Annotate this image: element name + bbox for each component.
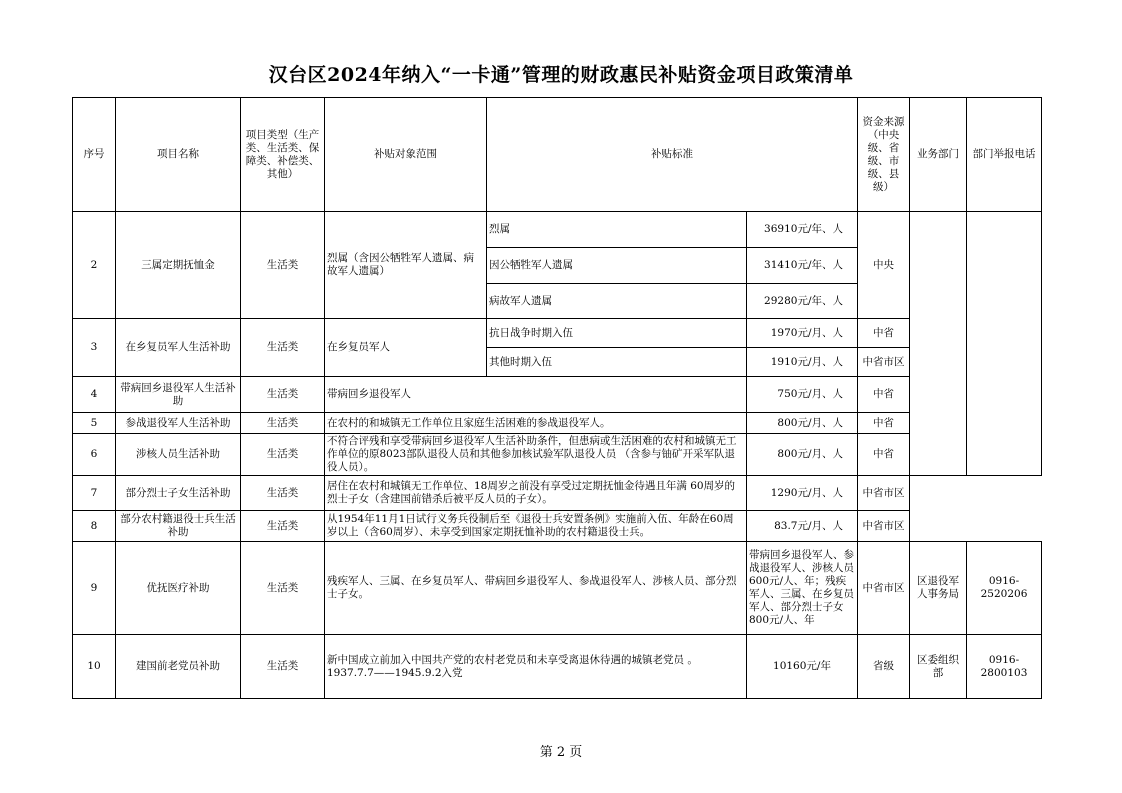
seq-cell: 10 xyxy=(73,635,116,699)
scope-cell: 不符合评残和享受带病回乡退役军人生活补助条件，但患病或生活困难的农村和城镇无工作单位的原8023部队退役人员和其他参加核试验军队退役人员 （含参与铀矿开采军队退役人员）。 xyxy=(325,434,747,476)
sub-label-cell: 烈属 xyxy=(487,212,747,248)
amount-cell: 750元/月、人 xyxy=(747,377,858,413)
fund-cell: 省级 xyxy=(858,635,910,699)
seq-cell: 5 xyxy=(73,413,116,434)
sub-label-cell: 其他时期入伍 xyxy=(487,348,747,377)
sub-label-cell: 抗日战争时期入伍 xyxy=(487,319,747,348)
table-row xyxy=(73,413,1042,434)
dept-cell-merged xyxy=(910,212,967,476)
header-scope: 补贴对象范围 xyxy=(325,98,487,212)
scope-cell: 残疾军人、三属、在乡复员军人、带病回乡退役军人、参战退役军人、涉核人员、部分烈士子女。 xyxy=(325,542,747,635)
table-row xyxy=(73,434,1042,476)
amount-cell: 36910元/年、人 xyxy=(747,212,858,248)
header-type: 项目类型（生产类、生活类、保障类、补偿类、其他） xyxy=(241,98,325,212)
seq-cell: 3 xyxy=(73,319,116,377)
page-title: 汉台区2024年纳入“一卡通”管理的财政惠民补贴资金项目政策清单 xyxy=(268,64,854,86)
fund-cell: 中省市区 xyxy=(858,476,910,511)
table-row xyxy=(73,476,1042,511)
name-cell: 涉核人员生活补助 xyxy=(116,434,241,476)
type-cell: 生活类 xyxy=(241,319,325,377)
amount-cell: 带病回乡退役军人、参战退役军人、涉核人员600元/人、年；残疾军人、三属、在乡复员军人、部分烈士子女800元/人、年 xyxy=(747,542,858,635)
seq-cell: 2 xyxy=(73,212,116,319)
header-row xyxy=(73,98,1042,212)
scope-cell: 在乡复员军人 xyxy=(325,319,487,377)
amount-cell: 83.7元/月、人 xyxy=(747,511,858,542)
header-phone: 部门举报电话 xyxy=(967,98,1042,212)
scope-cell: 居住在农村和城镇无工作单位、18周岁之前没有享受过定期抚恤金待遇且年满 60周岁的烈士子女（含建国前错杀后被平反人员的子女）。 xyxy=(325,476,747,511)
name-cell: 在乡复员军人生活补助 xyxy=(116,319,241,377)
scope-cell: 带病回乡退役军人 xyxy=(325,377,747,413)
name-cell: 带病回乡退役军人生活补助 xyxy=(116,377,241,413)
name-cell: 部分烈士子女生活补助 xyxy=(116,476,241,511)
amount-cell: 1290元/月、人 xyxy=(747,476,858,511)
phone-cell-merged xyxy=(967,212,1042,476)
table-row xyxy=(73,319,1042,348)
dept-cell: 区退役军人事务局 xyxy=(910,542,967,635)
table-row xyxy=(73,635,1042,699)
table-row xyxy=(73,511,1042,542)
scope-text: 新中国成立前加入中国共产党的农村老党员和未享受离退休待遇的城镇老党员 。 xyxy=(327,653,698,666)
seq-cell: 8 xyxy=(73,511,116,542)
header-seq: 序号 xyxy=(73,98,116,212)
name-cell: 建国前老党员补助 xyxy=(116,635,241,699)
amount-cell: 29280元/年、人 xyxy=(747,284,858,319)
seq-cell: 6 xyxy=(73,434,116,476)
header-name: 项目名称 xyxy=(116,98,241,212)
scope-cell: 在农村的和城镇无工作单位且家庭生活困难的参战退役军人。 xyxy=(325,413,747,434)
amount-cell: 31410元/年、人 xyxy=(747,248,858,284)
sub-label-cell: 病故军人遗属 xyxy=(487,284,747,319)
amount-cell: 1910元/月、人 xyxy=(747,348,858,377)
table-row xyxy=(73,377,1042,413)
type-cell: 生活类 xyxy=(241,434,325,476)
scope-cell: 从1954年11月1日试行义务兵役制后至《退役士兵安置条例》实施前入伍、年龄在60周岁以上（含60周岁）、未享受到国家定期抚恤补助的农村籍退役士兵。 xyxy=(325,511,747,542)
scope-cell xyxy=(325,635,747,699)
scope-date-range: 1937.7.7——1945.9.2入党 xyxy=(327,666,463,679)
fund-cell: 中省 xyxy=(858,319,910,348)
type-cell: 生活类 xyxy=(241,542,325,635)
type-cell: 生活类 xyxy=(241,377,325,413)
type-cell: 生活类 xyxy=(241,212,325,319)
seq-cell: 9 xyxy=(73,542,116,635)
seq-cell: 7 xyxy=(73,476,116,511)
name-cell: 三属定期抚恤金 xyxy=(116,212,241,319)
phone-cell: 0916-2800103 xyxy=(967,635,1042,699)
fund-cell: 中省 xyxy=(858,434,910,476)
header-standard: 补贴标准 xyxy=(487,98,858,212)
amount-cell: 10160元/年 xyxy=(747,635,858,699)
header-dept: 业务部门 xyxy=(910,98,967,212)
name-cell: 参战退役军人生活补助 xyxy=(116,413,241,434)
fund-cell: 中央 xyxy=(858,212,910,319)
fund-cell: 中省 xyxy=(858,377,910,413)
type-cell: 生活类 xyxy=(241,413,325,434)
amount-cell: 800元/月、人 xyxy=(747,434,858,476)
scope-cell: 烈属（含因公牺牲军人遗属、病故军人遗属） xyxy=(325,212,487,319)
name-cell: 部分农村籍退役士兵生活补助 xyxy=(116,511,241,542)
phone-cell: 0916-2520206 xyxy=(967,542,1042,635)
dept-cell: 区委组织部 xyxy=(910,635,967,699)
seq-cell: 4 xyxy=(73,377,116,413)
sub-label-cell: 因公牺牲军人遗属 xyxy=(487,248,747,284)
policy-table xyxy=(72,97,1042,699)
table-row xyxy=(73,542,1042,635)
page-number: 第 2 页 xyxy=(539,745,583,760)
fund-cell: 中省 xyxy=(858,413,910,434)
type-cell: 生活类 xyxy=(241,511,325,542)
table-row xyxy=(73,212,1042,248)
header-fund: 资金来源（中央级、省级、市级、县级） xyxy=(858,98,910,212)
type-cell: 生活类 xyxy=(241,476,325,511)
fund-cell: 中省市区 xyxy=(858,511,910,542)
name-cell: 优抚医疗补助 xyxy=(116,542,241,635)
fund-cell: 中省市区 xyxy=(858,348,910,377)
amount-cell: 800元/月、人 xyxy=(747,413,858,434)
type-cell: 生活类 xyxy=(241,635,325,699)
amount-cell: 1970元/月、人 xyxy=(747,319,858,348)
fund-cell: 中省市区 xyxy=(858,542,910,635)
